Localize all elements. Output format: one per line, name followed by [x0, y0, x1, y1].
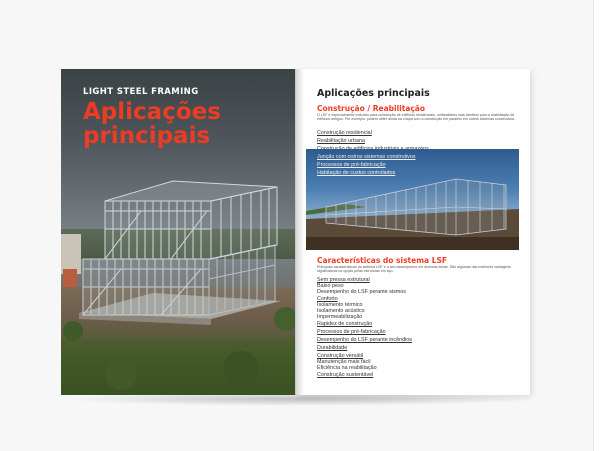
right-page-heading: Aplicações principais	[317, 88, 430, 99]
list-item[interactable]: Sem pressa estrutural	[317, 277, 370, 283]
list-item: Desempenho do LSF perante sismos	[317, 289, 406, 295]
section-title-characteristics: Características do sistema LSF	[317, 256, 448, 265]
list-item[interactable]: Processos de pré-fabricação	[317, 162, 386, 168]
list-item[interactable]: Durabilidade	[317, 345, 348, 351]
section-intro-characteristics: Principais características do sistema LSF e o seu desempenho em diversas áreas. São algumas das melhores vantagens significativas na opção pelas estruturas em aço.	[317, 265, 511, 274]
steel-frame-upper	[105, 181, 277, 259]
section-title-construction: Construção / Reabilitação	[317, 104, 426, 113]
right-page	[296, 69, 530, 395]
list-item[interactable]: Habitação de custos controlados	[317, 170, 396, 176]
title-line-1: Aplicações	[83, 99, 221, 125]
list-item[interactable]: Construção sustentável	[317, 372, 374, 378]
list-item: Impermeabilização	[317, 314, 363, 320]
list-item: Eficiência na reabilitação	[317, 365, 377, 371]
list-item: Isolamento acústico	[317, 308, 365, 314]
list-item[interactable]: Construção versátil	[317, 353, 364, 359]
list-item[interactable]: Rapidez de construção	[317, 321, 373, 327]
section-intro-construction: O LSF é especialmente indicado para construção de edifícios residenciais, unifamiliares mas também para a reabilitação de edifícios antigos. Por exemplo, podem obter ainda na chapa com a construção em paralelo em outros sistemas construtivos.	[317, 113, 516, 122]
bush	[105, 358, 137, 390]
list-item: Isolamento térmico	[317, 302, 363, 308]
list-item[interactable]: Conforto	[317, 296, 338, 302]
page-edge-strip	[593, 0, 601, 451]
title-line-2: principais	[83, 123, 211, 149]
list-item[interactable]: Processos de pré-fabricação	[317, 329, 386, 335]
bush	[223, 351, 259, 387]
page-kicker: LIGHT STEEL FRAMING	[83, 87, 199, 97]
bush	[63, 321, 83, 341]
steel-frame-lower	[83, 259, 209, 315]
left-page	[61, 69, 295, 395]
list-item[interactable]: Construção residencial	[317, 130, 372, 136]
page-gutter-shadow	[295, 69, 304, 395]
page-title	[83, 100, 288, 148]
list-item[interactable]: Reabilitação urbana	[317, 138, 365, 144]
list-item: Manutenção mais fácil	[317, 359, 371, 365]
list-item[interactable]: Desempenho do LSF perante incêndios	[317, 337, 412, 343]
list-item: Baixo peso	[317, 283, 344, 289]
list-item[interactable]: Junção com outros sistemas construtivos	[317, 154, 416, 160]
bush	[274, 307, 295, 331]
